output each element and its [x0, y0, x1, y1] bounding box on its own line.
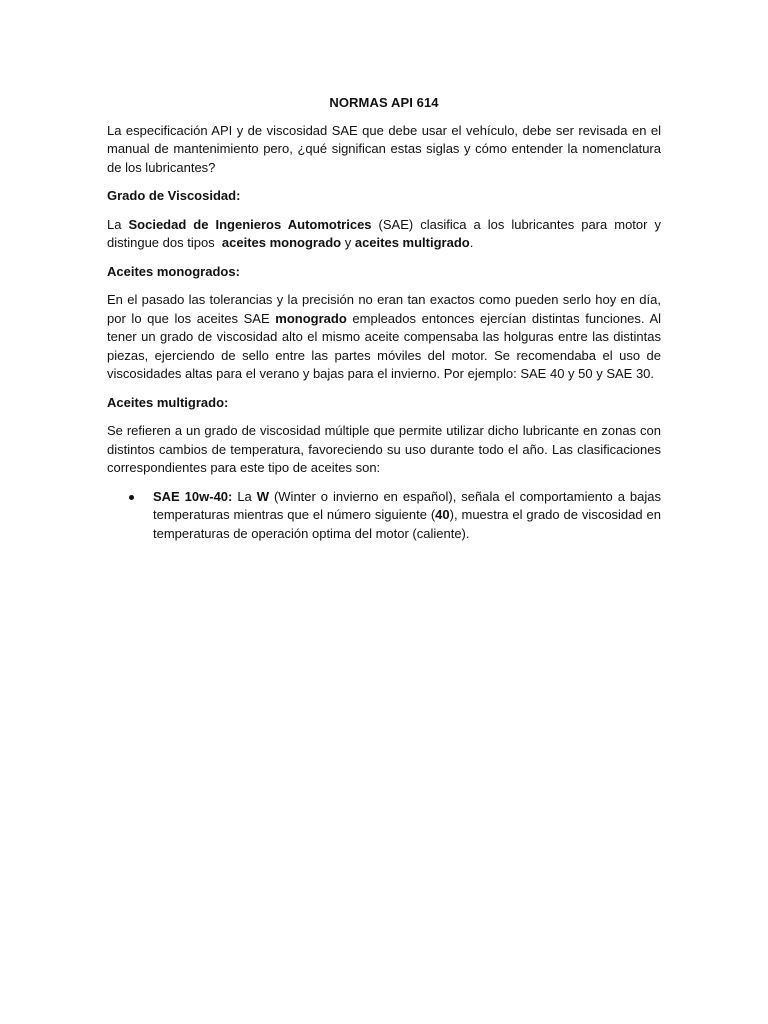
list-item [107, 488, 661, 544]
bullet-list [107, 488, 661, 544]
document-content [107, 94, 665, 543]
bold-monogrado: monogrado [275, 310, 347, 326]
bold-40: 40 [435, 507, 450, 522]
heading-grado-viscosidad: Grado de Viscosidad: [107, 188, 241, 203]
text-fragment: ), muestra el grado de viscosidad en temperaturas de operación optima del motor (caliente). [153, 507, 661, 541]
bold-sae-org: Sociedad de Ingenieros Automotrices [128, 216, 372, 232]
heading-aceites-multigrado: Aceites multigrado: [107, 394, 229, 410]
text-fragment: empleados entonces ejercían distintas funciones. Al tener un grado de viscosidad alto el mismo aceite compensaba las holguras entre las distintas piezas, ejerciendo de sello entre las partes móviles del motor. Se recomendaba el uso de viscosidades altas para el verano y bajas para el invierno. Por ejemplo: SAE 40 y 50 y SAE 30. [107, 310, 662, 381]
heading-aceites-monogrados: Aceites monogrados: [107, 263, 240, 279]
intro-paragraph: La especificación API y de viscosidad SAE que debe usar el vehículo, debe ser revisada en el manual de mantenimiento pero, ¿qué significan estas siglas y cómo entender la nomenclatura de los lubricantes? [107, 122, 661, 175]
paragraph-sae [107, 216, 665, 253]
bullet-icon [129, 495, 134, 500]
text-fragment: y [341, 235, 355, 250]
text-fragment: En el pasado las tolerancias y la precisión no eran tan exactos como pueden serlo hoy en día, por lo que los aceites SAE [107, 292, 661, 326]
text-fragment: La [232, 488, 257, 504]
text-fragment: (SAE) clasifica a los lubricantes para motor y distingue dos tipos [107, 216, 665, 250]
paragraph-multigrado: Se refieren a un grado de viscosidad múltiple que permite utilizar dicho lubricante en zonas con distintos cambios de temperatura, favoreciendo su uso durante todo el año. Las clasificaciones correspondientes para este tipo de aceites son: [107, 423, 661, 475]
text-fragment: (Winter o invierno en español), señala el comportamiento a bajas temperaturas mientras que el número siguiente ( [153, 488, 661, 522]
bold-aceites-multigrado: aceites multigrado [354, 235, 470, 250]
text-fragment: La [107, 216, 129, 232]
bold-aceites-monogrado: aceites monogrado [221, 235, 342, 250]
paragraph-monogrados [107, 291, 661, 384]
text-fragment: . [469, 235, 474, 250]
document-title: NORMAS API 614 [329, 95, 439, 110]
bold-sae-10w40: SAE 10w-40: [153, 488, 233, 504]
bold-w: W [256, 488, 270, 504]
